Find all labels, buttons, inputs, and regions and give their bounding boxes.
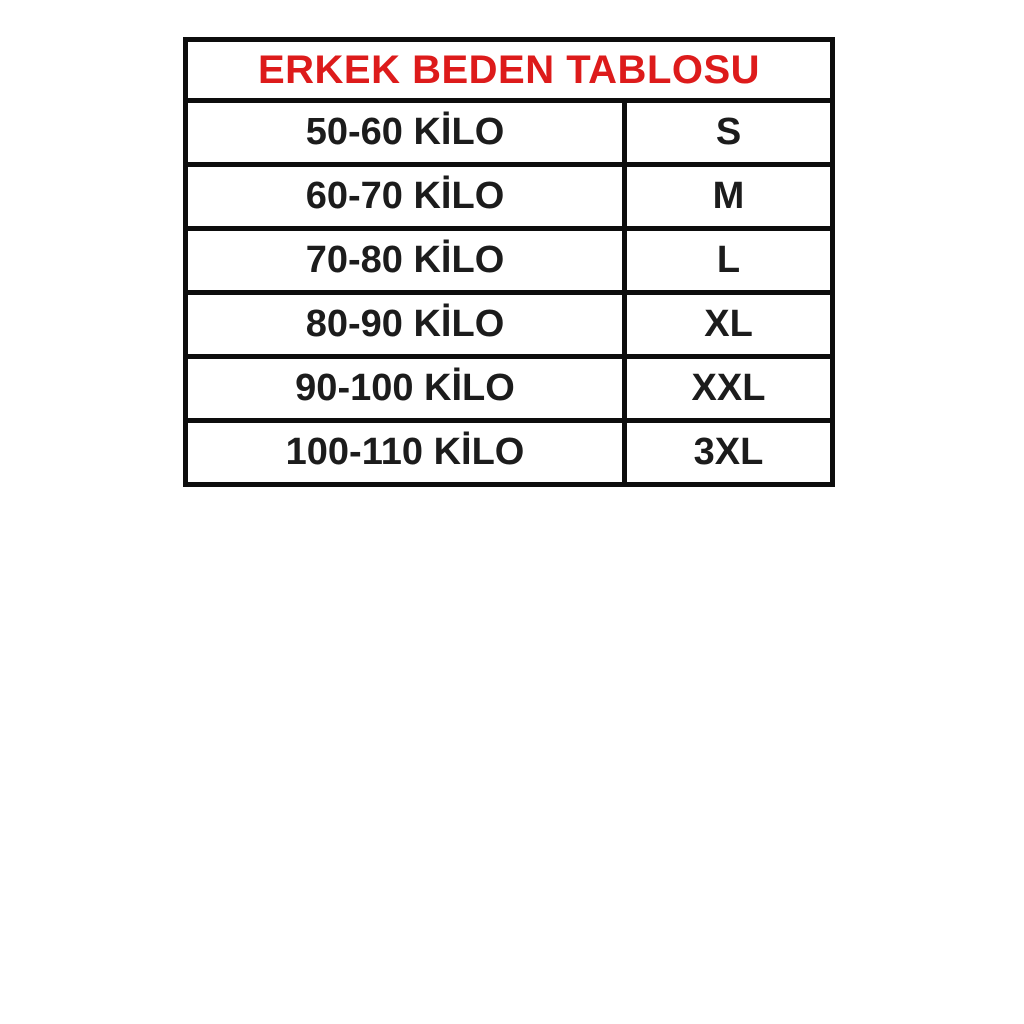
weight-cell: 80-90 KİLO (186, 293, 625, 357)
table-header-row (186, 40, 833, 101)
table-row (186, 229, 833, 293)
weight-cell: 60-70 KİLO (186, 165, 625, 229)
size-cell: S (625, 101, 833, 165)
weight-cell: 100-110 KİLO (186, 421, 625, 485)
size-cell: XL (625, 293, 833, 357)
table-title: ERKEK BEDEN TABLOSU (186, 40, 833, 101)
weight-cell: 70-80 KİLO (186, 229, 625, 293)
size-cell: 3XL (625, 421, 833, 485)
size-cell: M (625, 165, 833, 229)
table-row (186, 165, 833, 229)
table-row (186, 357, 833, 421)
size-cell: XXL (625, 357, 833, 421)
size-table (183, 37, 835, 487)
table-row (186, 101, 833, 165)
weight-cell: 50-60 KİLO (186, 101, 625, 165)
size-cell: L (625, 229, 833, 293)
table-row (186, 421, 833, 485)
weight-cell: 90-100 KİLO (186, 357, 625, 421)
table-row (186, 293, 833, 357)
